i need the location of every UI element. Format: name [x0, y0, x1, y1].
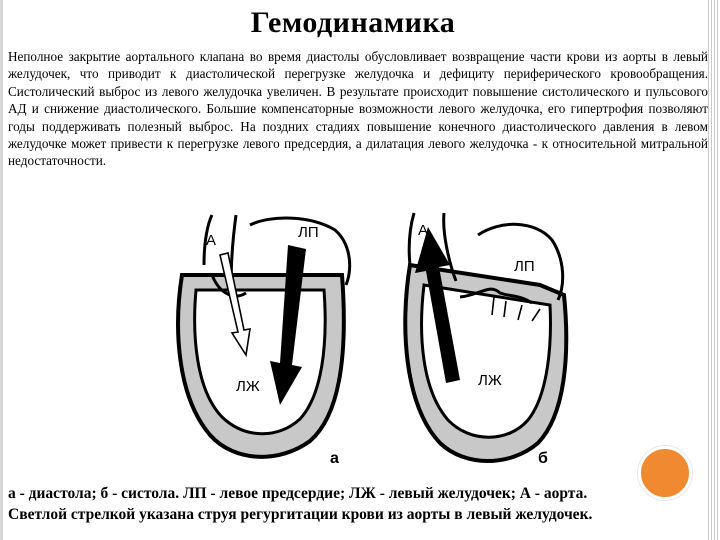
diastole-panel-label: а — [330, 450, 339, 467]
slide-right-border — [706, 0, 720, 540]
slide-title: Гемодинамика — [250, 6, 456, 39]
systole-heart — [405, 213, 566, 467]
caption-line-2: Светлой стрелкой указана струя регургитации крови из аорты в левый желудочек. — [8, 506, 593, 523]
diastole-label-la: ЛП — [298, 224, 319, 241]
systole-label-lv: ЛЖ — [478, 372, 502, 389]
heart-diagram-svg — [160, 205, 580, 475]
slide-left-border — [0, 0, 3, 540]
heart-diagram — [160, 205, 580, 475]
systole-panel-label: б — [538, 450, 548, 467]
figure-caption — [8, 483, 708, 525]
diastole-label-lv: ЛЖ — [236, 378, 260, 395]
diastole-heart — [178, 215, 350, 467]
systole-label-aorta: А — [418, 222, 429, 239]
caption-line-1: а - диастола; б - систола. ЛП - левое предсердие; ЛЖ - левый желудочек; А - аорта. — [8, 485, 588, 502]
diastole-label-aorta: А — [206, 232, 217, 249]
body-paragraph: Неполное закрытие аортального клапана во время диастолы обусловливает возвращение части крови из аорты в левый желудочек, что приводит к диастолической перегрузке желудочка и дефициту периферического кровообращения. Систолический выброс из левого желудочка увеличен. В результате происходит повышение систолического и пульсового АД и снижение диастолического. Большие компенсаторные возможности левого желудочка, его гипертрофия позволяют годы поддерживать полезный выброс. На поздних стадиях повышение конечного диастолического давления в левом желудочке может привести к перегрузке левого предсердия, а дилатация левого желудочка - к относительной митральной недостаточности. — [8, 49, 708, 169]
systole-label-la: ЛП — [514, 258, 535, 275]
